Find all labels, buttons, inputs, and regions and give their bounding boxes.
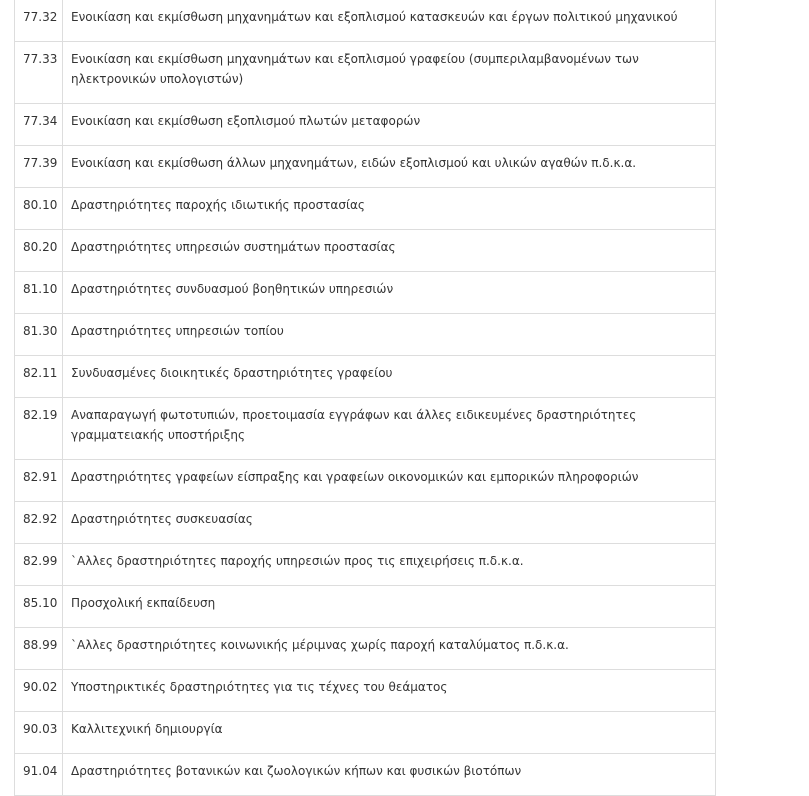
activity-description-cell: Υποστηρικτικές δραστηριότητες για τις τέχνες του θεάματος (63, 670, 716, 712)
table-row (15, 460, 716, 502)
activity-description-cell: Ενοικίαση και εκμίσθωση μηχανημάτων και εξοπλισμού κατασκευών και έργων πολιτικού μηχανικού (63, 0, 716, 42)
activity-description-cell: Δραστηριότητες συνδυασμού βοηθητικών υπηρεσιών (63, 272, 716, 314)
activity-code-cell: 91.04 (15, 754, 63, 796)
activity-description-cell: Προσχολική εκπαίδευση (63, 586, 716, 628)
activity-description-cell: Δραστηριότητες υπηρεσιών συστημάτων προστασίας (63, 230, 716, 272)
activity-code-cell: 77.34 (15, 104, 63, 146)
table-row (15, 628, 716, 670)
table-row (15, 146, 716, 188)
table-row (15, 398, 716, 460)
activity-code-cell: 82.91 (15, 460, 63, 502)
activity-description-cell: `Αλλες δραστηριότητες παροχής υπηρεσιών προς τις επιχειρήσεις π.δ.κ.α. (63, 544, 716, 586)
activity-code-cell: 81.10 (15, 272, 63, 314)
activity-description-cell: Ενοικίαση και εκμίσθωση εξοπλισμού πλωτών μεταφορών (63, 104, 716, 146)
activity-code-cell: 90.02 (15, 670, 63, 712)
table-row (15, 188, 716, 230)
table-row (15, 754, 716, 796)
activity-code-cell: 88.99 (15, 628, 63, 670)
activity-code-cell: 77.33 (15, 42, 63, 104)
activity-description-cell: Αναπαραγωγή φωτοτυπιών, προετοιμασία εγγράφων και άλλες ειδικευμένες δραστηριότητες γραμματειακής υποστήριξης (63, 398, 716, 460)
activity-code-cell: 77.32 (15, 0, 63, 42)
activity-description-cell: Καλλιτεχνική δημιουργία (63, 712, 716, 754)
activity-code-cell: 82.92 (15, 502, 63, 544)
table-row (15, 502, 716, 544)
activity-description-cell: Δραστηριότητες βοτανικών και ζωολογικών κήπων και φυσικών βιοτόπων (63, 754, 716, 796)
activity-description-cell: Ενοικίαση και εκμίσθωση άλλων μηχανημάτων, ειδών εξοπλισμού και υλικών αγαθών π.δ.κ.α. (63, 146, 716, 188)
activity-code-cell: 81.30 (15, 314, 63, 356)
table-row (15, 544, 716, 586)
activity-code-cell: 90.03 (15, 712, 63, 754)
table-row (15, 314, 716, 356)
table-body (15, 0, 716, 796)
activity-description-cell: Δραστηριότητες παροχής ιδιωτικής προστασίας (63, 188, 716, 230)
activity-code-cell: 82.19 (15, 398, 63, 460)
activity-description-cell: `Αλλες δραστηριότητες κοινωνικής μέριμνας χωρίς παροχή καταλύματος π.δ.κ.α. (63, 628, 716, 670)
table-row (15, 356, 716, 398)
table-row (15, 272, 716, 314)
activity-code-cell: 77.39 (15, 146, 63, 188)
activity-code-cell: 82.11 (15, 356, 63, 398)
table-row (15, 670, 716, 712)
activity-code-cell: 82.99 (15, 544, 63, 586)
activity-description-cell: Δραστηριότητες υπηρεσιών τοπίου (63, 314, 716, 356)
table-row (15, 712, 716, 754)
activity-description-cell: Δραστηριότητες συσκευασίας (63, 502, 716, 544)
table-row (15, 104, 716, 146)
activity-code-cell: 80.20 (15, 230, 63, 272)
table-row (15, 0, 716, 42)
table-row (15, 230, 716, 272)
activity-description-cell: Ενοικίαση και εκμίσθωση μηχανημάτων και εξοπλισμού γραφείου (συμπεριλαμβανομένων των ηλεκτρονικών υπολογιστών) (63, 42, 716, 104)
table-row (15, 586, 716, 628)
activity-description-cell: Συνδυασμένες διοικητικές δραστηριότητες γραφείου (63, 356, 716, 398)
activity-code-cell: 80.10 (15, 188, 63, 230)
table-row (15, 42, 716, 104)
activity-description-cell: Δραστηριότητες γραφείων είσπραξης και γραφείων οικονομικών και εμπορικών πληροφοριών (63, 460, 716, 502)
activity-codes-table (14, 0, 716, 796)
activity-code-cell: 85.10 (15, 586, 63, 628)
